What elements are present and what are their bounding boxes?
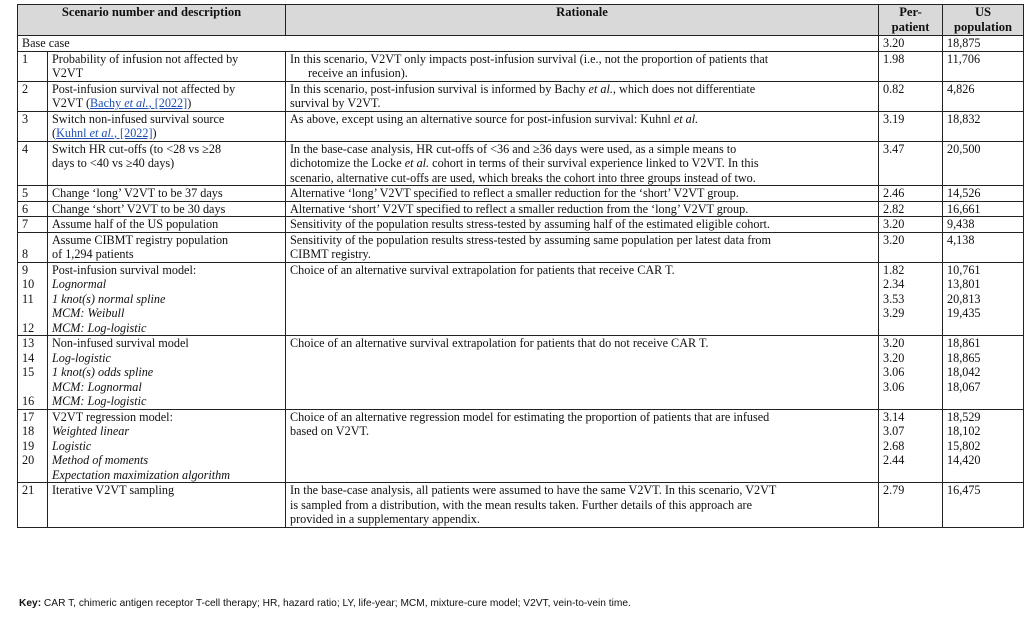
citation-text: Kuhnl (56, 126, 90, 140)
desc-line (52, 96, 281, 111)
scenario-description (48, 336, 286, 410)
rationale-line: In the base-case analysis, HR cut-offs of <36 and ≥36 days were used, as a simple means to (290, 141, 737, 156)
per-patient-value: 2.82 (879, 201, 943, 217)
per-patient-value: 2.46 (879, 186, 943, 202)
us-population-value: 18,865 (947, 350, 981, 365)
header-scenario: Scenario number and description (18, 5, 286, 36)
us-population-value: 11,706 (943, 51, 1024, 81)
citation-link-kuhnl[interactable] (56, 126, 152, 140)
scenario-rationale (286, 409, 879, 483)
citation-etal: et al. (124, 96, 149, 110)
scenario-description: Assume half of the US population (48, 217, 286, 233)
citation-year: , [2022] (148, 96, 188, 110)
per-patient-value: 1.82 (883, 262, 905, 277)
scenario-table-container (17, 4, 1023, 528)
rationale-text: In this scenario, post-infusion survival is informed by Bachy (290, 81, 589, 96)
us-population-value: 18,042 (947, 365, 981, 379)
scenario-rationale: Alternative ‘long’ V2VT specified to reflect a smaller reduction for the ‘short’ V2VT group. (286, 186, 879, 202)
us-population-value: 18,067 (947, 379, 981, 394)
per-patient-values (879, 262, 943, 336)
scenario-rationale (286, 483, 879, 528)
desc-text: V2VT ( (52, 96, 91, 110)
scenario-number: 5 (18, 186, 48, 202)
citation-text: Bachy (90, 96, 125, 110)
model-option: Weighted linear (52, 424, 130, 438)
header-us-pop-line1: US (974, 5, 992, 19)
group-heading: V2VT regression model: (52, 409, 173, 424)
scenario-table (17, 4, 1024, 528)
scenario-number: 17 (22, 409, 35, 424)
table-row (18, 217, 1024, 233)
scenario-description: Iterative V2VT sampling (48, 483, 286, 528)
header-row (18, 5, 1024, 36)
model-option: MCM: Log-logistic (52, 320, 147, 335)
scenario-rationale (286, 141, 879, 186)
scenario-number: 15 (22, 365, 35, 379)
model-option: Log-logistic (52, 350, 111, 365)
header-per-patient (879, 5, 943, 36)
rationale-text: As above, except using an alternative source for post-infusion survival: Kuhnl (290, 111, 674, 126)
scenario-rationale: Choice of an alternative survival extrapolation for patients that do not receive CAR T. (286, 336, 879, 410)
scenario-rationale (286, 81, 879, 111)
per-patient-value: 3.20 (879, 217, 943, 233)
rationale-line: In the base-case analysis, all patients were assumed to have the same V2VT. In this scenario, V2VT (290, 483, 777, 497)
rationale-line: Sensitivity of the population results stress-tested by assuming same population per latest data from (290, 232, 771, 247)
per-patient-values (879, 409, 943, 483)
us-population-value: 18,529 (947, 409, 981, 424)
model-option: Expectation maximization algorithm (52, 467, 231, 482)
us-population-value: 15,802 (947, 438, 981, 453)
scenario-description (48, 51, 286, 81)
desc-line: Probability of infusion not affected by (52, 51, 239, 66)
scenario-number: 7 (18, 217, 48, 233)
key-text: CAR T, chimeric antigen receptor T-cell therapy; HR, hazard ratio; LY, life-year; MCM, mixture-cure model; V2VT, vein-to-vein time. (41, 598, 631, 609)
table-row-group-post-infusion (18, 262, 1024, 336)
scenario-description (48, 409, 286, 483)
us-population-values (943, 336, 1024, 410)
us-population-value: 20,813 (947, 291, 981, 306)
table-row (18, 51, 1024, 81)
scenario-description (48, 81, 286, 111)
us-population-value: 14,420 (947, 453, 981, 467)
citation-year: , [2022] (113, 126, 153, 140)
per-patient-value: 3.53 (883, 291, 905, 306)
base-case-us-population: 18,875 (943, 36, 1024, 52)
table-row-group-non-infused (18, 336, 1024, 410)
scenario-rationale (286, 111, 879, 141)
scenario-number: 11 (22, 291, 34, 306)
rationale-etal: et al. (673, 111, 699, 126)
table-row (18, 483, 1024, 528)
scenario-number (18, 232, 48, 262)
group-heading: Non-infused survival model (52, 336, 189, 350)
scenario-number: 21 (18, 483, 48, 528)
base-case-per-patient: 3.20 (879, 36, 943, 52)
rationale-text: dichotomize the Locke (290, 156, 405, 170)
us-population-value: 9,438 (943, 217, 1024, 233)
scenario-number: 10 (22, 277, 35, 291)
scenario-number: 3 (18, 111, 48, 141)
per-patient-value: 2.44 (883, 453, 905, 467)
model-option: MCM: Log-logistic (52, 394, 147, 408)
per-patient-value: 3.20 (883, 350, 905, 365)
header-us-population (943, 5, 1024, 36)
per-patient-value: 2.79 (879, 483, 943, 528)
us-population-value: 10,761 (947, 262, 981, 277)
rationale-line: based on V2VT. (290, 424, 370, 438)
us-population-value: 4,138 (943, 232, 1024, 262)
desc-line: Post-infusion survival not affected by (52, 81, 236, 96)
table-row (18, 186, 1024, 202)
rationale-line: CIBMT registry. (290, 247, 371, 261)
per-patient-value: 2.68 (883, 438, 905, 453)
per-patient-value: 3.19 (879, 111, 943, 141)
scenario-rationale (286, 232, 879, 262)
rationale-line: survival by V2VT. (290, 96, 381, 110)
us-population-values (943, 409, 1024, 483)
desc-line: Assume CIBMT registry population (52, 232, 229, 247)
scenario-number-list (18, 336, 48, 410)
us-population-value: 20,500 (943, 141, 1024, 186)
rationale-line: Choice of an alternative regression model for estimating the proportion of patients that are infused (290, 409, 770, 424)
scenario-description (48, 111, 286, 141)
scenario-number: 12 (22, 320, 35, 335)
us-population-value: 18,832 (943, 111, 1024, 141)
model-option: Method of moments (52, 453, 149, 467)
per-patient-value: 1.98 (879, 51, 943, 81)
scenario-rationale: Choice of an alternative survival extrapolation for patients that receive CAR T. (286, 262, 879, 336)
desc-line: Switch non-infused survival source (52, 111, 225, 126)
per-patient-value: 2.34 (883, 277, 905, 291)
per-patient-value: 3.06 (883, 365, 905, 379)
scenario-number: 9 (22, 262, 29, 277)
key-label: Key: (19, 598, 42, 609)
scenario-number: 20 (22, 453, 35, 467)
desc-line (52, 126, 281, 141)
scenario-description (48, 232, 286, 262)
citation-etal: et al. (89, 126, 114, 140)
scenario-number: 14 (22, 350, 35, 365)
table-row (18, 232, 1024, 262)
group-heading: Post-infusion survival model: (52, 262, 197, 277)
per-patient-value: 3.20 (879, 232, 943, 262)
model-option: Lognormal (52, 277, 107, 291)
header-per-patient-line1: Per- (899, 5, 922, 19)
rationale-line: In this scenario, V2VT only impacts post-infusion survival (i.e., not the proportion of patients that (290, 51, 769, 66)
scenario-number: 2 (18, 81, 48, 111)
desc-line: V2VT (52, 66, 84, 80)
citation-link-bachy[interactable] (90, 96, 187, 110)
per-patient-value: 3.07 (883, 424, 905, 438)
table-row (18, 111, 1024, 141)
desc-text: ) (187, 96, 192, 110)
rationale-line: provided in a supplementary appendix. (290, 512, 480, 526)
scenario-rationale (286, 51, 879, 81)
table-row (18, 201, 1024, 217)
scenario-description (48, 262, 286, 336)
us-population-value: 14,526 (943, 186, 1024, 202)
rationale-text: , which does not differentiate (612, 81, 756, 96)
scenario-number: 1 (18, 51, 48, 81)
us-population-value: 19,435 (947, 306, 981, 320)
scenario-number: 18 (22, 424, 35, 438)
table-row-group-regression (18, 409, 1024, 483)
header-rationale: Rationale (286, 5, 879, 36)
model-option: MCM: Lognormal (52, 379, 142, 394)
per-patient-value: 3.47 (879, 141, 943, 186)
per-patient-value: 3.29 (883, 306, 905, 320)
desc-line: Switch HR cut-offs (to <28 vs ≥28 (52, 141, 222, 156)
scenario-number-list (18, 262, 48, 336)
model-option: Logistic (52, 438, 92, 453)
scenario-number: 19 (22, 438, 35, 453)
per-patient-values (879, 336, 943, 410)
us-population-value: 16,661 (943, 201, 1024, 217)
us-population-value: 4,826 (943, 81, 1024, 111)
rationale-line (290, 82, 874, 97)
desc-text: ( (52, 126, 57, 140)
per-patient-value: 3.14 (883, 409, 905, 424)
rationale-line: receive an infusion). (308, 66, 408, 80)
scenario-rationale: Alternative ‘short’ V2VT specified to reflect a smaller reduction from the ‘long’ V2VT group. (286, 201, 879, 217)
scenario-description: Change ‘short’ V2VT to be 30 days (48, 201, 286, 217)
table-row (18, 141, 1024, 186)
us-population-value: 18,102 (947, 424, 981, 438)
base-case-label: Base case (18, 36, 879, 52)
scenario-number: 6 (18, 201, 48, 217)
table-row (18, 81, 1024, 111)
scenario-number-text: 8 (22, 247, 29, 261)
per-patient-value: 0.82 (879, 81, 943, 111)
header-us-pop-line2: population (953, 20, 1013, 34)
us-population-value: 13,801 (947, 277, 981, 291)
desc-text: ) (152, 126, 157, 140)
scenario-number: 4 (18, 141, 48, 186)
rationale-line (290, 156, 874, 171)
model-option: 1 knot(s) normal spline (52, 291, 166, 306)
scenario-description: Change ‘long’ V2VT to be 37 days (48, 186, 286, 202)
us-population-value: 18,861 (947, 336, 981, 350)
header-per-patient-line2: patient (891, 20, 930, 34)
model-option: 1 knot(s) odds spline (52, 365, 154, 379)
rationale-etal: et al. (404, 156, 430, 170)
per-patient-value: 3.06 (883, 379, 905, 394)
rationale-line: scenario, alternative cut-offs are used, which breaks the cohort into three groups instead of two. (290, 170, 756, 185)
rationale-etal: et al. (588, 81, 613, 96)
table-key (19, 598, 631, 609)
rationale-text: cohort in terms of their survival experience linked to V2VT. In this (429, 156, 759, 170)
rationale-line: is sampled from a distribution, with the mean results taken. Further details of this approach are (290, 497, 752, 512)
table-row-base-case (18, 36, 1024, 52)
scenario-description (48, 141, 286, 186)
us-population-values (943, 262, 1024, 336)
scenario-number-list (18, 409, 48, 483)
desc-line: of 1,294 patients (52, 247, 134, 261)
us-population-value: 16,475 (943, 483, 1024, 528)
scenario-number: 16 (22, 394, 35, 408)
scenario-number: 13 (22, 336, 35, 350)
scenario-rationale: Sensitivity of the population results stress-tested by assuming half of the estimated eligible cohort. (286, 217, 879, 233)
per-patient-value: 3.20 (883, 336, 905, 350)
model-option: MCM: Weibull (52, 306, 125, 320)
desc-line: days to <40 vs ≥40 days) (52, 156, 175, 170)
